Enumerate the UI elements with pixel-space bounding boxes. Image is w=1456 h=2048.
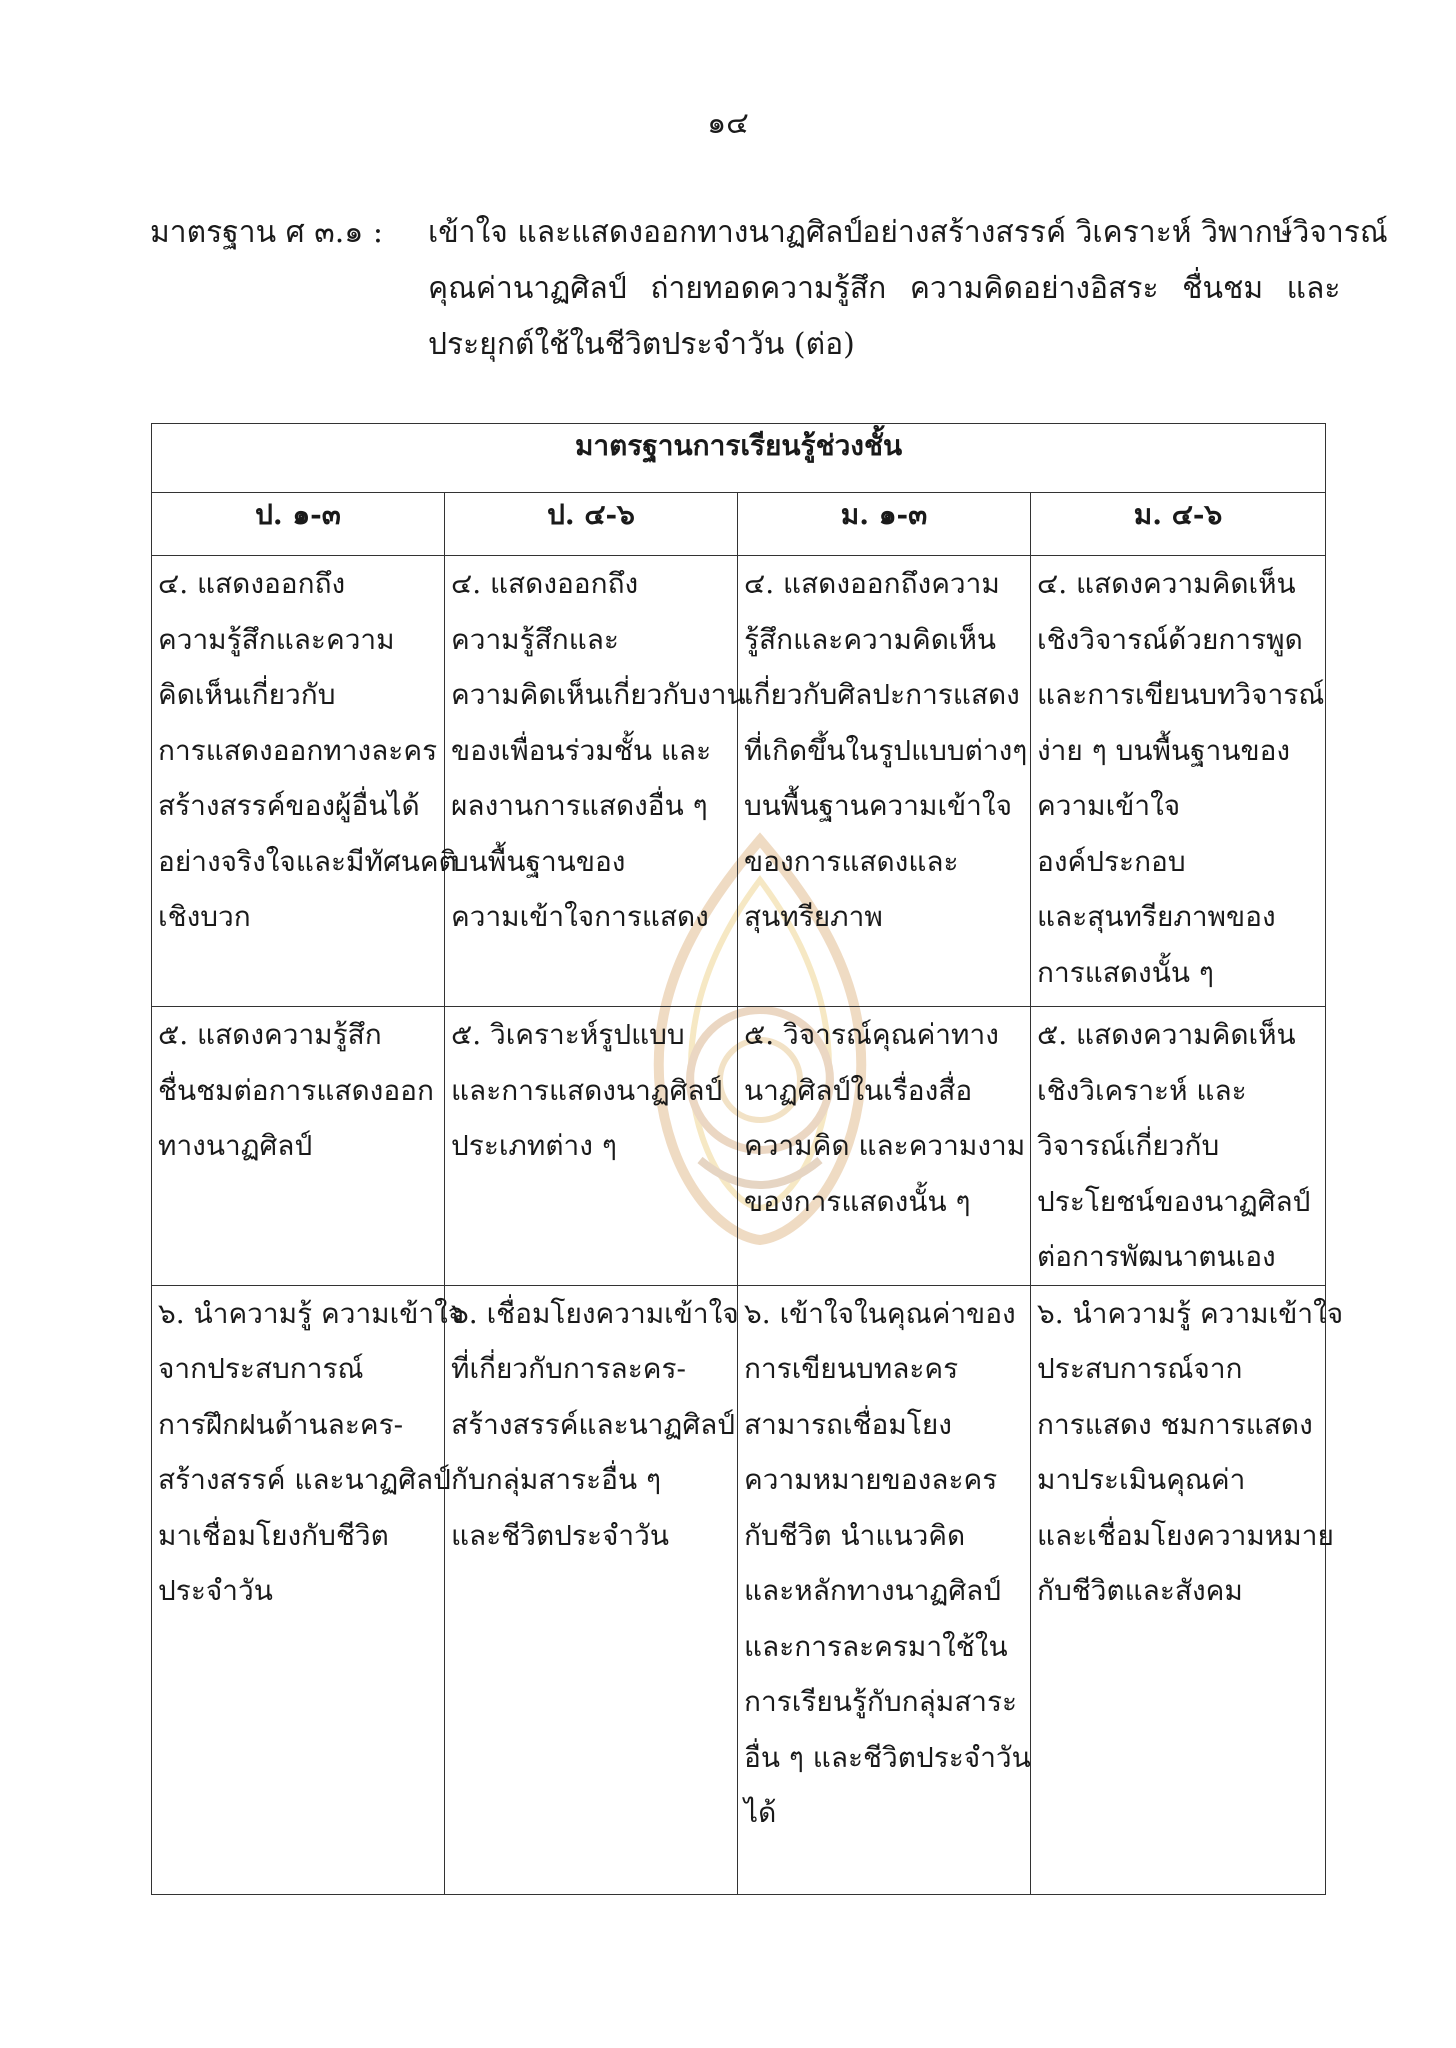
column-header-m1-3: ม. ๑-๓ (738, 493, 1031, 556)
cell-text-line: มาประเมินคุณค่า (1037, 1463, 1246, 1496)
cell-text-line: ชื่นชมต่อการแสดงออก (158, 1073, 434, 1107)
cell-text-line: รู้สึกและความคิดเห็น (744, 622, 997, 656)
cell-text-line: มาเชื่อมโยงกับชีวิต (158, 1518, 389, 1552)
column-header-p1-3: ป. ๑-๓ (152, 493, 445, 556)
cell-text-line: สร้างสรรค์ของผู้อื่นได้ (158, 789, 420, 822)
cell-text-line: เกี่ยวกับศิลปะการแสดง (744, 678, 1020, 711)
cell-text-line: การแสดงออกทางละคร (158, 733, 438, 767)
cell-text-line: และสุนทรียภาพของ (1037, 900, 1276, 933)
cell-text-line: ง่าย ๆ บนพื้นฐานของ (1037, 733, 1291, 767)
table-cell (738, 1007, 1031, 1286)
cell-text-line: ความเข้าใจ (1037, 789, 1181, 822)
cell-text-line: วิจารณ์เกี่ยวกับ (1037, 1129, 1220, 1162)
cell-text-line: เชิงบวก (158, 900, 251, 933)
cell-text-line: เชิงวิเคราะห์ และ (1037, 1073, 1247, 1107)
cell-text-line: ต่อการพัฒนาตนเอง (1037, 1240, 1276, 1273)
table-row (152, 1007, 1326, 1286)
cell-text-line: ความหมายของละคร (744, 1463, 998, 1496)
cell-text-line: อย่างจริงใจและมีทัศนคติ (158, 844, 457, 878)
cell-text-line: ความคิดเห็นเกี่ยวกับงาน (451, 678, 746, 711)
table-row (152, 556, 1326, 1007)
cell-text-line: สามารถเชื่อมโยง (744, 1407, 952, 1441)
table-cell (152, 1007, 445, 1286)
cell-text-line: ทางนาฏศิลป์ (158, 1129, 313, 1162)
cell-text-line: กับกลุ่มสาระอื่น ๆ (451, 1463, 662, 1496)
table-cell (1031, 1007, 1326, 1286)
cell-text-line: ๔. แสดงความคิดเห็น (1037, 567, 1296, 600)
page-number: ๑๔ (707, 106, 749, 141)
cell-text-line: ของการแสดงและ (744, 844, 959, 878)
cell-text-line: ความรู้สึกและความ (158, 622, 395, 656)
cell-text-line: และการละครมาใช้ใน (744, 1629, 1008, 1663)
standard-label: มาตรฐาน ศ ๓.๑ : (150, 215, 383, 250)
cell-text-line: เชิงวิจารณ์ด้วยการพูด (1037, 622, 1303, 656)
cell-text-line: ๖. เชื่อมโยงความเข้าใจ (451, 1296, 739, 1330)
cell-text-line: กับชีวิต นำแนวคิด (744, 1518, 966, 1552)
cell-text-line: ประจำวัน (158, 1574, 273, 1607)
table-cell (738, 1285, 1031, 1894)
cell-text-line: ๔. แสดงออกถึงความ (744, 567, 1000, 600)
cell-text-line: และการแสดงนาฏศิลป์ (451, 1073, 723, 1107)
cell-text-line: ๕. วิเคราะห์รูปแบบ (451, 1018, 685, 1051)
cell-text-line: ความเข้าใจการแสดง (451, 900, 709, 933)
cell-text-line: และเชื่อมโยงความหมาย (1037, 1518, 1334, 1552)
cell-text-line: ของการแสดงนั้น ๆ (744, 1184, 971, 1218)
table-cell (445, 1285, 738, 1894)
cell-text-line: คิดเห็นเกี่ยวกับ (158, 678, 336, 711)
cell-text-line: จากประสบการณ์ (158, 1352, 364, 1385)
cell-text-line: ประเภทต่าง ๆ (451, 1129, 617, 1162)
cell-text-line: ประโยชน์ของนาฏศิลป์ (1037, 1184, 1311, 1218)
table-cell (445, 556, 746, 1007)
column-header-p4-6: ป. ๔-๖ (445, 493, 738, 556)
cell-text-line: อื่น ๆ และชีวิตประจำวัน (744, 1740, 1031, 1774)
cell-text-line: ได้ (744, 1796, 777, 1829)
cell-text-line: สุนทรียภาพ (744, 900, 883, 933)
cell-text-line: ๖. นำความรู้ ความเข้าใจ (158, 1296, 465, 1330)
cell-text-line: ๔. แสดงออกถึง (451, 567, 639, 600)
cell-text-line: และการเขียนบทวิจารณ์ (1037, 678, 1325, 711)
cell-text-line: และชีวิตประจำวัน (451, 1518, 669, 1552)
cell-text-line: ของเพื่อนร่วมชั้น และ (451, 733, 712, 767)
cell-text-line: ผลงานการแสดงอื่น ๆ (451, 789, 708, 822)
cell-text-line: นาฏศิลป์ในเรื่องสื่อ (744, 1073, 973, 1107)
standard-description (428, 205, 1388, 373)
cell-text-line: การแสดง ชมการแสดง (1037, 1407, 1313, 1441)
table-cell (445, 1007, 738, 1286)
column-header-m4-6: ม. ๔-๖ (1031, 493, 1326, 556)
cell-text-line: การเรียนรู้กับกลุ่มสาระ (744, 1685, 1018, 1718)
cell-text-line: ความรู้สึกและ (451, 622, 619, 656)
cell-text-line: องค์ประกอบ (1037, 844, 1186, 878)
table-title: มาตรฐานการเรียนรู้ช่วงชั้น (152, 424, 1326, 493)
cell-text-line: การแสดงนั้น ๆ (1037, 955, 1214, 989)
cell-text-line: ๕. แสดงความคิดเห็น (1037, 1018, 1296, 1051)
cell-text-line: ๔. แสดงออกถึง (158, 567, 346, 600)
cell-text-line: สร้างสรรค์ และนาฏศิลป์ (158, 1463, 451, 1496)
cell-text-line: การเขียนบทละคร (744, 1352, 959, 1385)
cell-text-line: สร้างสรรค์และนาฏศิลป์ (451, 1407, 736, 1441)
cell-text-line: การฝึกฝนด้านละคร- (158, 1407, 404, 1441)
table-cell (1031, 1285, 1344, 1894)
learning-standards-table (151, 423, 1344, 1895)
cell-text-line: ๕. วิจารณ์คุณค่าทาง (744, 1018, 999, 1051)
cell-text-line: ที่เกิดขึ้นในรูปแบบต่างๆ (744, 733, 1028, 767)
standard-line: ประยุกต์ใช้ในชีวิตประจำวัน (ต่อ) (428, 327, 855, 362)
cell-text-line: บนพื้นฐานความเข้าใจ (744, 789, 1012, 822)
table-cell (152, 1285, 465, 1894)
table-cell (738, 556, 1031, 1007)
cell-text-line: ๕. แสดงความรู้สึก (158, 1018, 382, 1051)
cell-text-line: ๖. นำความรู้ ความเข้าใจ (1037, 1296, 1344, 1330)
table-row (152, 1285, 1326, 1894)
cell-text-line: ประสบการณ์จาก (1037, 1352, 1243, 1385)
table-cell (1031, 556, 1326, 1007)
table-cell (152, 556, 457, 1007)
cell-text-line: กับชีวิตและสังคม (1037, 1574, 1243, 1607)
cell-text-line: บนพื้นฐานของ (451, 844, 626, 878)
cell-text-line: ที่เกี่ยวกับการละคร- (451, 1352, 686, 1385)
cell-text-line: ๖. เข้าใจในคุณค่าของ (744, 1296, 1016, 1330)
standard-line: คุณค่านาฏศิลป์ ถ่ายทอดความรู้สึก ความคิดอย่างอิสระ ชื่นชม และ (428, 271, 1341, 306)
standard-line: เข้าใจ และแสดงออกทางนาฏศิลป์อย่างสร้างสรรค์ วิเคราะห์ วิพากษ์วิจารณ์ (428, 215, 1388, 250)
cell-text-line: ความคิด และความงาม (744, 1129, 1026, 1162)
cell-text-line: และหลักทางนาฏศิลป์ (744, 1574, 1002, 1607)
